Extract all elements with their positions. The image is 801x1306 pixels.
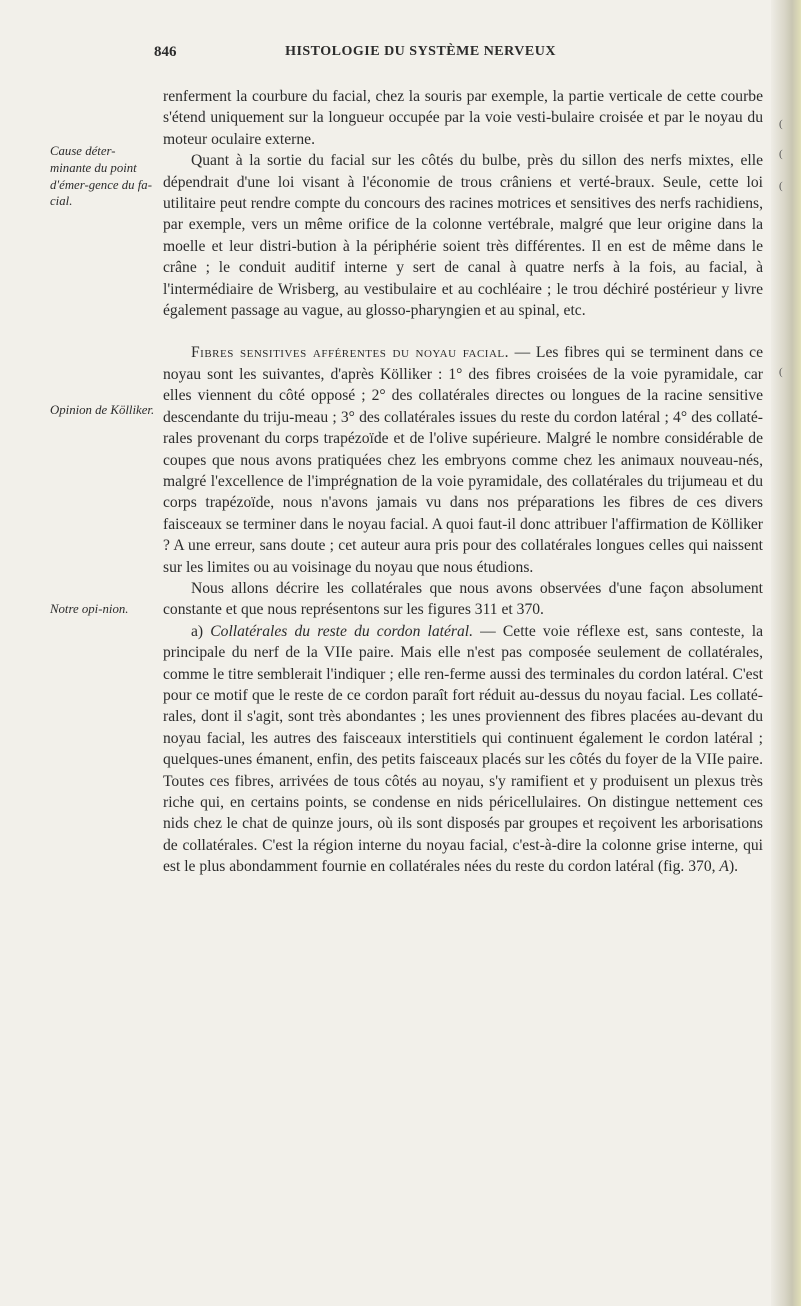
margin-note-notre-opinion: Notre opi-nion. [50,602,129,616]
margin-note-cause: Cause déter-minante du point d'émer-gence du fa-cial. [50,144,152,209]
body-text [163,86,763,878]
edge-mark: ( [779,118,783,130]
paragraph: Quant à la sortie du facial sur les côtés du bulbe, près du sillon des nerfs mixtes, elle dépendrait d'une loi visant à l'économie de trous crâniens et verté-braux. Seule, cette loi utilitaire peut rendre compte du concours des racines motrices et sensitives des nerfs rachidiens, par exemple, vers un même orifice de la colonne vertébrale, malgré que leur origine dans la moelle et leur distri-bution à la périphérie soient très différentes. Il en est de même dans le crâne ; le conduit auditif interne y sert de canal à quatre nerfs à la fois, au facial, à l'intermédiaire de Wrisberg, au vestibulaire et au cochléaire ; le trou déchiré postérieur y livre également passage au vague, au glosso-pharyngien et au spinal, etc. [163,152,763,320]
running-title: HISTOLOGIE DU SYSTÈME NERVEUX [285,44,556,59]
paragraph-text: — Cette voie réflexe est, sans conteste, la principale du nerf de la VIIe paire. Mais elle n'est pas composée seulement de collatérales, comme le titre semblerait l'indiquer ; elle ren-ferme aussi des terminales du cordon latéral. C'est pour ce motif que le reste de ce cordon paraît fort réduit au-dessus du noyau facial. Les collaté-rales, dont il s'agit, sont très abondantes ; les unes proviennent des fibres placées au-devant du noyau facial, les autres des faisceaux interstitiels qui continuent également le cordon latéral ; quelques-unes émanent, enfin, des petits faisceaux placés sur les côtés du foyer de la VIIe paire. Toutes ces fibres, arrivées de tous côtés au noyau, s'y ramifient et y produisent un plexus très riche qui, en certains points, se condense en nids péricellulaires. On distingue nettement ces nids chez le chat de quinze jours, où ils sont disposés par groupes et reçoivent les arborisations de collatérales. C'est la région interne du noyau facial, c'est-à-dire la colonne grise interne, qui est le plus abondamment fournie en collatérales nées du reste du cordon latéral (fig. 370, [163,622,764,876]
page-edge-binding [771,0,801,1306]
paragraph [163,342,763,577]
paragraph: Nous allons décrire les collatérales que nous avons observées d'une façon absolument constante et que nous représentons sur les figures 311 et 370. [163,579,763,619]
page-header [0,40,801,66]
paragraph: renferment la courbure du facial, chez la souris par exemple, la partie verticale de cette courbe s'étend uniquement sur la longueur occupée par la voie vesti-bulaire croisée et par le noyau du moteur oculaire externe. [163,88,763,148]
list-label: a) [191,622,211,640]
page-number: 846 [154,44,177,60]
subsection-heading: Collatérales du reste du cordon latéral. [210,622,474,640]
paragraph [163,621,763,878]
paragraph-text: — Les fibres qui se terminent dans ce noyau sont les suivantes, d'après Kölliker : 1° des fibres croisées de la voie pyramidale, car elles viennent du côté opposé ; 2° des collatérales directes ou longues de la racine sensitive descendante du triju-meau ; 3° des collatérales issues du reste du cordon latéral ; 4° des collaté-rales provenant du corps trapézoïde et de l'olive supérieure. Malgré le nombre considérable de coupes que nous avons pratiquées chez les embryons comme chez les animaux nouveau-nés, malgré l'excellence de l'imprégnation de la voie pyramidale, des collatérales du trijumeau et du corps trapézoïde, nous n'avons jamais vu dans nos préparations les fibres de ces divers faisceaux se terminer dans le noyau facial. A quoi faut-il donc attribuer l'affirmation de Kölliker ? A une erreur, sans doute ; cet auteur aura pris pour des collatérales longues celles qui naissent sur les limites ou au voisinage du noyau que nous étudions. [163,344,763,576]
margin-note-kolliker: Opinion de Kölliker. [50,403,155,417]
section-heading: Fibres sensitives afférentes du noyau facial. [191,344,510,362]
figure-label: A [719,858,729,876]
paragraph-end: ). [728,858,739,876]
edge-mark: ( [779,366,783,378]
edge-mark: ( [779,148,783,160]
edge-mark: ( [779,180,783,192]
